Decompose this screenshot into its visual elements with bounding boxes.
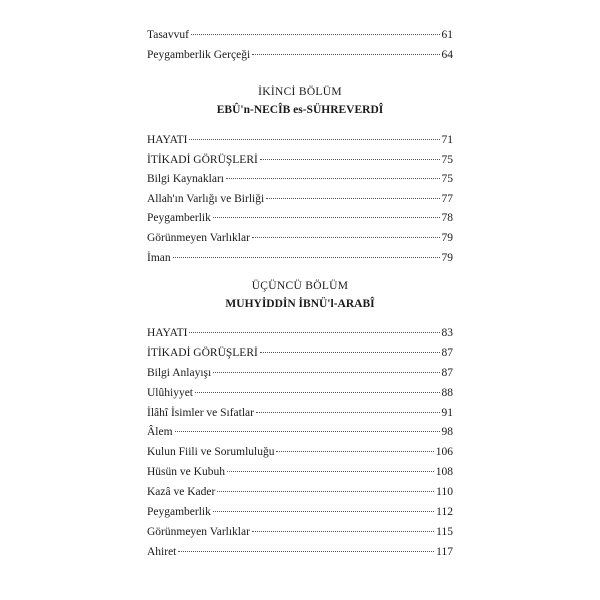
dot-leader [266, 198, 439, 199]
toc-entry-title: Ulûhiyyet [147, 386, 193, 399]
toc-entry-page: 78 [441, 212, 453, 225]
toc-entry-title: Görünmeyen Varlıklar [147, 525, 250, 538]
toc-entry [147, 131, 453, 151]
toc-entry [147, 443, 453, 463]
toc-entry [147, 151, 453, 171]
dot-leader [227, 471, 434, 472]
toc-entry-title: Kazâ ve Kader [147, 486, 216, 499]
toc-top-entries [147, 26, 453, 65]
dot-leader [213, 372, 439, 373]
toc-entry [147, 483, 453, 503]
toc-entry-title: Âlem [147, 426, 173, 439]
dot-leader [276, 451, 433, 452]
toc-entry-title: Tasavvuf [147, 29, 189, 41]
dot-leader [213, 217, 440, 218]
toc-entry-page: 115 [436, 525, 453, 538]
toc-entry [147, 503, 453, 523]
toc-entry-title: Görünmeyen Varlıklar [147, 231, 250, 244]
dot-leader [178, 551, 434, 552]
toc-entry-page: 75 [441, 173, 453, 186]
toc-entry [147, 523, 453, 543]
section-heading-2 [147, 83, 453, 119]
toc-entry-title: Ahiret [147, 545, 177, 558]
section-author: EBÛ'n-NECÎB es-SÜHREVERDÎ [216, 104, 384, 116]
toc-entry-page: 108 [435, 466, 453, 479]
dot-leader [189, 139, 439, 140]
toc-entry-title: Peygamberlik [147, 212, 211, 225]
toc-entry [147, 209, 453, 229]
toc-entry-page: 106 [435, 446, 453, 459]
toc-entry-page: 98 [441, 426, 453, 439]
toc-entry [147, 249, 453, 269]
toc-entry [147, 170, 453, 190]
dot-leader [189, 332, 439, 333]
toc-entry-page: 71 [441, 134, 453, 146]
toc-entry-page: 75 [441, 153, 453, 166]
dot-leader [191, 34, 440, 35]
dot-leader [260, 159, 440, 160]
dot-leader [252, 237, 440, 238]
toc-entry [147, 543, 453, 563]
section-heading-3 [147, 277, 453, 313]
dot-leader [195, 392, 440, 393]
toc-entry-page: 79 [441, 251, 453, 264]
toc-entry-title: Hüsün ve Kubuh [147, 466, 225, 479]
toc-entry [147, 423, 453, 443]
toc-entry-page: 87 [441, 366, 453, 379]
toc-entry-title: İTİKADİ GÖRÜŞLERİ [147, 346, 258, 359]
toc-entry [147, 190, 453, 210]
toc-entry [147, 384, 453, 404]
dot-leader [217, 491, 434, 492]
toc-entry-title: Kulun Fiili ve Sorumluluğu [147, 446, 275, 459]
dot-leader [260, 352, 440, 353]
toc-entry-page: 87 [441, 346, 453, 359]
toc-entry [147, 324, 453, 344]
toc-entry-title: İlâhî İsimler ve Sıfatlar [147, 406, 254, 419]
toc-entry-title: Bilgi Anlayışı [147, 366, 212, 379]
dot-leader [175, 431, 440, 432]
toc-entry-title: Allah'ın Varlığı ve Birliği [147, 192, 265, 205]
toc-entry-page: 91 [441, 406, 453, 419]
section-label: ÜÇÜNCÜ BÖLÜM [251, 280, 349, 292]
toc-entry-page: 77 [441, 192, 453, 205]
dot-leader [252, 54, 439, 55]
toc-entry-title: HAYATI [147, 327, 188, 339]
toc-entry [147, 229, 453, 249]
toc-entry-page: 83 [441, 327, 453, 339]
toc-entry-page: 112 [436, 506, 453, 519]
toc-section-2-entries [147, 131, 453, 268]
toc-entry-title: İTİKADİ GÖRÜŞLERİ [147, 153, 258, 166]
dot-leader [213, 511, 434, 512]
toc-entry-title: Peygamberlik [147, 506, 211, 519]
dot-leader [173, 257, 440, 258]
toc-entry-title: HAYATI [147, 134, 188, 146]
toc-entry-page: 79 [441, 231, 453, 244]
toc-entry-title: Bilgi Kaynakları [147, 173, 224, 186]
toc-entry-page: 110 [436, 486, 453, 499]
toc-entry-page: 117 [436, 545, 453, 558]
toc-entry-title: İman [147, 251, 171, 264]
toc-entry [147, 463, 453, 483]
toc-entry [147, 404, 453, 424]
dot-leader [256, 412, 440, 413]
toc-entry-page: 88 [441, 386, 453, 399]
section-label: İKİNCİ BÖLÜM [258, 86, 342, 98]
section-author: MUHYİDDİN İBNÜ'l-ARABÎ [225, 298, 375, 310]
dot-leader [226, 178, 440, 179]
toc-entry [147, 364, 453, 384]
toc-entry [147, 26, 453, 46]
toc-entry [147, 46, 453, 66]
dot-leader [252, 531, 434, 532]
toc-entry-title: Peygamberlik Gerçeği [147, 48, 251, 61]
toc-entry-page: 64 [441, 48, 453, 61]
toc-entry [147, 344, 453, 364]
toc-section-3-entries [147, 324, 453, 563]
toc-entry-page: 61 [441, 29, 453, 41]
